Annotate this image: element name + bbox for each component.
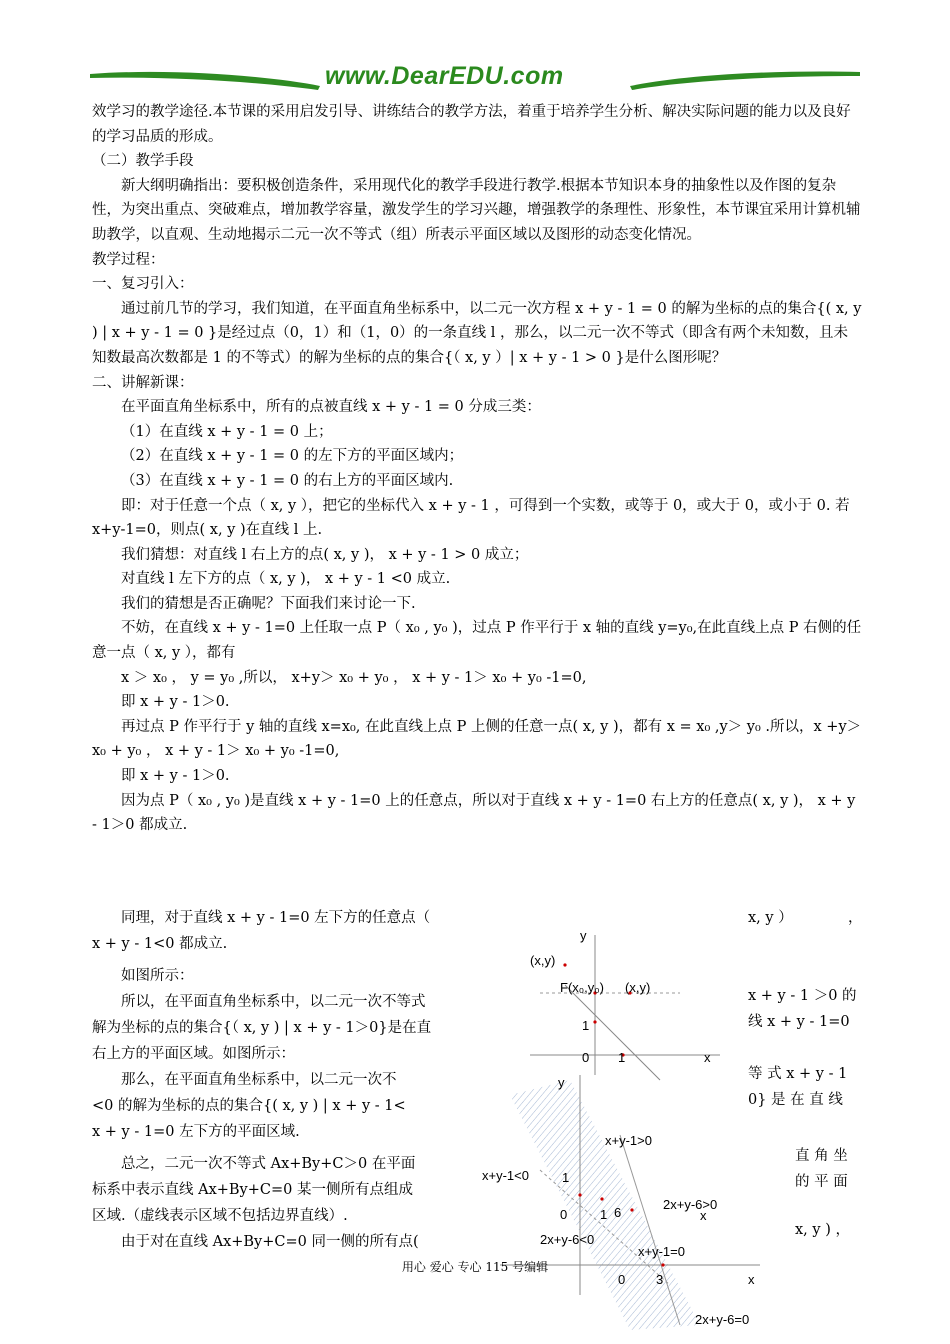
paragraph: 对直线 l 左下方的点（ x, y )， x + y - 1 <0 成立.	[121, 571, 451, 588]
axis-label: x	[704, 1050, 711, 1065]
paragraph: 效学习的教学途径.本节课的采用启发引导、讲练结合的教学方法，着重于培养学生分析、解决实际问题的能力以及良好的学习品质的形成。	[92, 104, 851, 145]
point-label: (x,y)	[625, 980, 651, 995]
list-item: （2）在直线 x + y - 1 = 0 的左下方的平面区域内；	[121, 448, 464, 465]
page-footer: 用心 爱心 专心 115 号编辑	[401, 1260, 549, 1274]
text-line: 如图所示：	[121, 968, 194, 984]
text-line: x + y - 1<0 都成立.	[92, 936, 228, 952]
axis-label: y	[558, 1075, 565, 1090]
tick-label: 0	[582, 1050, 590, 1065]
text-line: 直 角 坐	[795, 1148, 848, 1164]
text-line: ，	[848, 910, 863, 926]
line-label: x+y-1=0	[638, 1244, 685, 1259]
text-line: 右上方的平面区域。如图所示：	[92, 1046, 295, 1062]
section-heading: 一、复习引入：	[92, 276, 194, 293]
text-line: 等 式 x + y - 1	[748, 1066, 848, 1082]
paragraph: 通过前几节的学习，我们知道，在平面直角坐标系中，以二元一次方程 x + y - 1 = 0 的解为坐标的点的集合{( x, y ) | x + y - 1 = 0 }是经过点（0，1）和（1，0）的一条直线 l ，那么，以二元一次不等式（即含有两个未知数，且未知数最高次数都是 1 的不等式）的解为坐标的点的集合{（ x, y ）| x + y - 1 > 0 }是什么图形呢？	[92, 300, 862, 366]
region-label: 2x+y-6<0	[540, 1232, 595, 1247]
section-heading: （二）教学手段	[92, 153, 194, 170]
list-item: （3）在直线 x + y - 1 = 0 的右上方的平面区域内.	[121, 472, 454, 489]
document-body	[92, 100, 862, 838]
axis-label: x	[748, 1272, 755, 1287]
text-line: 那么，在平面直角坐标系中，以二元一次不	[121, 1072, 397, 1088]
text-line: x, y ）	[748, 910, 793, 926]
tick-label: 0	[618, 1272, 626, 1287]
formula-line: 即 x + y - 1＞0.	[121, 694, 230, 711]
formula-line: x ＞ x₀ ， y = y₀ ,所以， x+y＞ x₀ + y₀ ， x + y - 1＞ x₀ + y₀ -1=0,	[121, 669, 587, 686]
paragraph: 我们猜想：对直线 l 右上方的点( x, y )， x + y - 1 > 0 成立；	[121, 546, 529, 563]
paragraph	[92, 905, 482, 1255]
text-line: 由于对在直线 Ax+By+C=0 同一侧的所有点(	[121, 1234, 419, 1250]
text-line: x + y - 1 ＞0 的	[748, 988, 857, 1004]
text-line: <0 的解为坐标的点的集合{( x, y ) | x + y - 1<	[92, 1098, 406, 1114]
tick-label: 6	[614, 1205, 622, 1220]
text-line: 所以，在平面直角坐标系中，以二元一次不等式	[121, 994, 426, 1010]
text-line: 总之，二元一次不等式 Ax+By+C＞0 在平面	[121, 1156, 416, 1172]
region-label: x+y-1>0	[605, 1133, 652, 1148]
point-label: F(x₀,y₀)	[560, 980, 605, 995]
point-label: (x,y)	[530, 953, 556, 968]
paragraph: 在平面直角坐标系中，所有的点被直线 x + y - 1 = 0 分成三类：	[121, 399, 541, 416]
paragraph: 新大纲明确指出：要积极创造条件，采用现代化的教学手段进行教学.根据本节知识本身的抽象性以及作图的复杂性，为突出重点、突破难点，增加教学容量，激发学生的学习兴趣，增强教学的条理性、形象性，本节课宜采用计算机辅助教学，以直观、生动地揭示二元一次不等式（组）所表示平面区域以及图形的动态变化情况。	[92, 177, 861, 243]
tick-label: 1	[618, 1050, 626, 1065]
text-line: 区域.（虚线表示区域不包括边界直线）.	[92, 1208, 348, 1224]
site-logo: www.DearEDU.com	[325, 62, 564, 90]
list-item: （1）在直线 x + y - 1 = 0 上；	[121, 423, 333, 440]
tick-label: 3	[656, 1272, 664, 1287]
tick-label: 1	[562, 1170, 570, 1185]
line-label: 2x+y-6=0	[695, 1312, 750, 1327]
paragraph: 因为点 P（ x₀ , y₀ )是直线 x + y - 1=0 上的任意点，所以对于直线 x + y - 1=0 右上方的任意点( x, y )， x + y - 1＞0 都成立.	[92, 792, 856, 834]
paragraph: 不妨，在直线 x + y - 1=0 上任取一点 P（ x₀ , y₀ )，过点 P 作平行于 x 轴的直线 y=y₀,在此直线上点 P 右侧的任意一点（ x, y ），都有	[92, 620, 862, 662]
section-heading: 教学过程：	[92, 251, 165, 268]
text-line: 标系中表示直线 Ax+By+C=0 某一侧所有点组成	[92, 1182, 413, 1198]
text-line: 线 x + y - 1=0	[748, 1014, 850, 1030]
region-label: 2x+y-6>0	[663, 1197, 718, 1212]
figure-system-region	[480, 1075, 780, 1335]
axis-label: y	[580, 928, 587, 943]
tick-label: 1	[582, 1018, 590, 1033]
tick-label: 1	[600, 1207, 608, 1222]
section-heading: 二、讲解新课：	[92, 374, 194, 391]
paragraph: 我们的猜想是否正确呢？下面我们来讨论一下.	[121, 595, 416, 612]
text-line: 的 平 面	[795, 1174, 848, 1190]
formula-line: 即 x + y - 1＞0.	[121, 768, 230, 785]
text-line: 同理，对于直线 x + y - 1=0 左下方的任意点（	[121, 910, 431, 926]
region-label: x+y-1<0	[482, 1168, 529, 1183]
paragraph: 即：对于任意一个点（ x, y ），把它的坐标代入 x + y - 1 ，可得到一个实数，或等于 0，或大于 0，或小于 0. 若 x+y-1=0，则点( x, y )在直线 l 上.	[92, 497, 850, 539]
text-line: x, y ) ，	[795, 1222, 850, 1238]
axis-label: x	[700, 1208, 707, 1223]
tick-label: 0	[560, 1207, 568, 1222]
paragraph: 再过点 P 作平行于 y 轴的直线 x=x₀, 在此直线上点 P 上侧的任意一点( x, y )，都有 x = x₀ ,y＞ y₀ .所以，x +y＞ x₀ + y₀ ， x + y - 1＞ x₀ + y₀ -1=0,	[92, 718, 862, 760]
text-line: x + y - 1=0 左下方的平面区域.	[92, 1124, 300, 1140]
text-line: 0} 是 在 直 线	[748, 1092, 843, 1108]
text-line: 解为坐标的点的集合{（ x, y ) | x + y - 1＞0}是在直	[92, 1020, 432, 1036]
